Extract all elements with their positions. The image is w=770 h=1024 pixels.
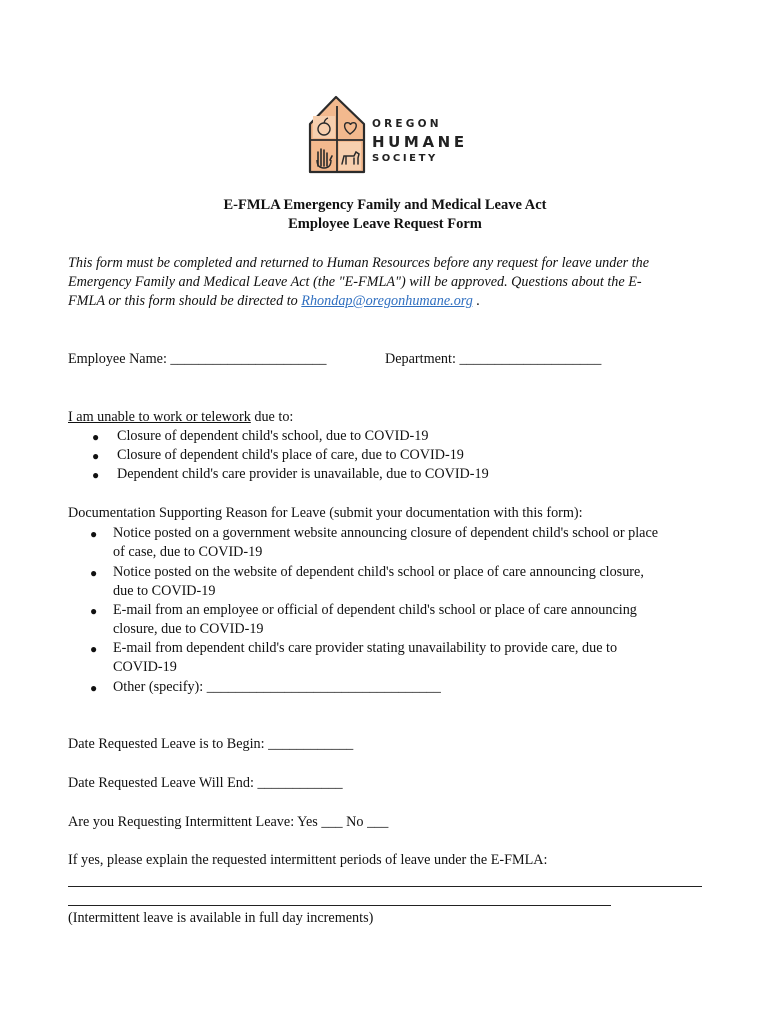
bullet-icon: ● (90, 527, 98, 541)
documentation-heading: Documentation Supporting Reason for Leave (submit your documentation with this form): (68, 505, 583, 521)
reason-item-3: Dependent child's care provider is unavailable, due to COVID-19 (117, 466, 489, 482)
intro-line3-prefix: FMLA or this form should be directed to (68, 293, 302, 309)
bullet-icon: ● (90, 604, 98, 618)
doc-item-3-line2: closure, due to COVID-19 (113, 621, 264, 637)
logo-society-text: SOCIETY (372, 153, 438, 164)
bullet-icon: ● (90, 642, 98, 656)
department-field[interactable]: Department: ____________________ (385, 351, 602, 367)
explain-answer-line-1[interactable] (68, 886, 702, 887)
intro-line3-suffix: . (472, 293, 480, 309)
employee-name-field[interactable]: Employee Name: ______________________ (68, 351, 327, 367)
form-title-line2: Employee Leave Request Form (288, 216, 482, 232)
doc-item-4-line1: E-mail from dependent child's care provider stating unavailability to provide care, due to (113, 640, 618, 656)
reason-item-2: Closure of dependent child's place of care, due to COVID-19 (117, 447, 464, 463)
house-logo-icon (306, 94, 368, 174)
doc-item-2-line1: Notice posted on the website of dependent child's school or place of care announcing closure, (113, 564, 644, 580)
reason-heading (68, 409, 293, 426)
doc-item-other-field[interactable]: Other (specify): _________________________________ (113, 679, 441, 695)
date-begin-field[interactable]: Date Requested Leave is to Begin: ____________ (68, 736, 354, 752)
reason-heading-rest: due to: (250, 409, 294, 425)
explain-answer-line-2[interactable] (68, 905, 611, 906)
doc-item-3-line1: E-mail from an employee or official of dependent child's school or place of care announcing (113, 602, 637, 618)
logo-oregon-text: OREGON (372, 118, 442, 130)
intermittent-leave-field[interactable]: Are you Requesting Intermittent Leave: Yes ___ No ___ (68, 814, 389, 830)
form-title-line1: E-FMLA Emergency Family and Medical Leave Act (223, 197, 547, 213)
explain-prompt: If yes, please explain the requested intermittent periods of leave under the E-FMLA: (68, 852, 548, 868)
doc-item-2-line2: due to COVID-19 (113, 583, 216, 599)
bullet-icon: ● (92, 468, 100, 482)
date-end-field[interactable]: Date Requested Leave Will End: ____________ (68, 775, 343, 791)
bullet-icon: ● (92, 449, 100, 463)
intermittent-note: (Intermittent leave is available in full day increments) (68, 910, 374, 926)
bullet-icon: ● (90, 681, 98, 695)
reason-heading-underlined: I am unable to work or telework (68, 409, 251, 425)
bullet-icon: ● (92, 430, 100, 444)
reason-item-1: Closure of dependent child's school, due to COVID-19 (117, 428, 429, 444)
intro-line2: Emergency Family and Medical Leave Act (the "E-FMLA") will be approved. Questions about the E- (68, 274, 642, 290)
doc-item-4-line2: COVID-19 (113, 659, 177, 675)
intro-line1: This form must be completed and returned to Human Resources before any request for leave under the (68, 255, 650, 271)
doc-item-1-line1: Notice posted on a government website announcing closure of dependent child's school or place (113, 525, 659, 541)
oregon-humane-society-logo (306, 94, 466, 176)
intro-line3 (68, 293, 480, 310)
hr-email-link[interactable]: Rhondap@oregonhumane.org (301, 293, 473, 309)
logo-humane-text: HUMANE (372, 133, 468, 151)
bullet-icon: ● (90, 566, 98, 580)
doc-item-1-line2: of case, due to COVID-19 (113, 544, 263, 560)
